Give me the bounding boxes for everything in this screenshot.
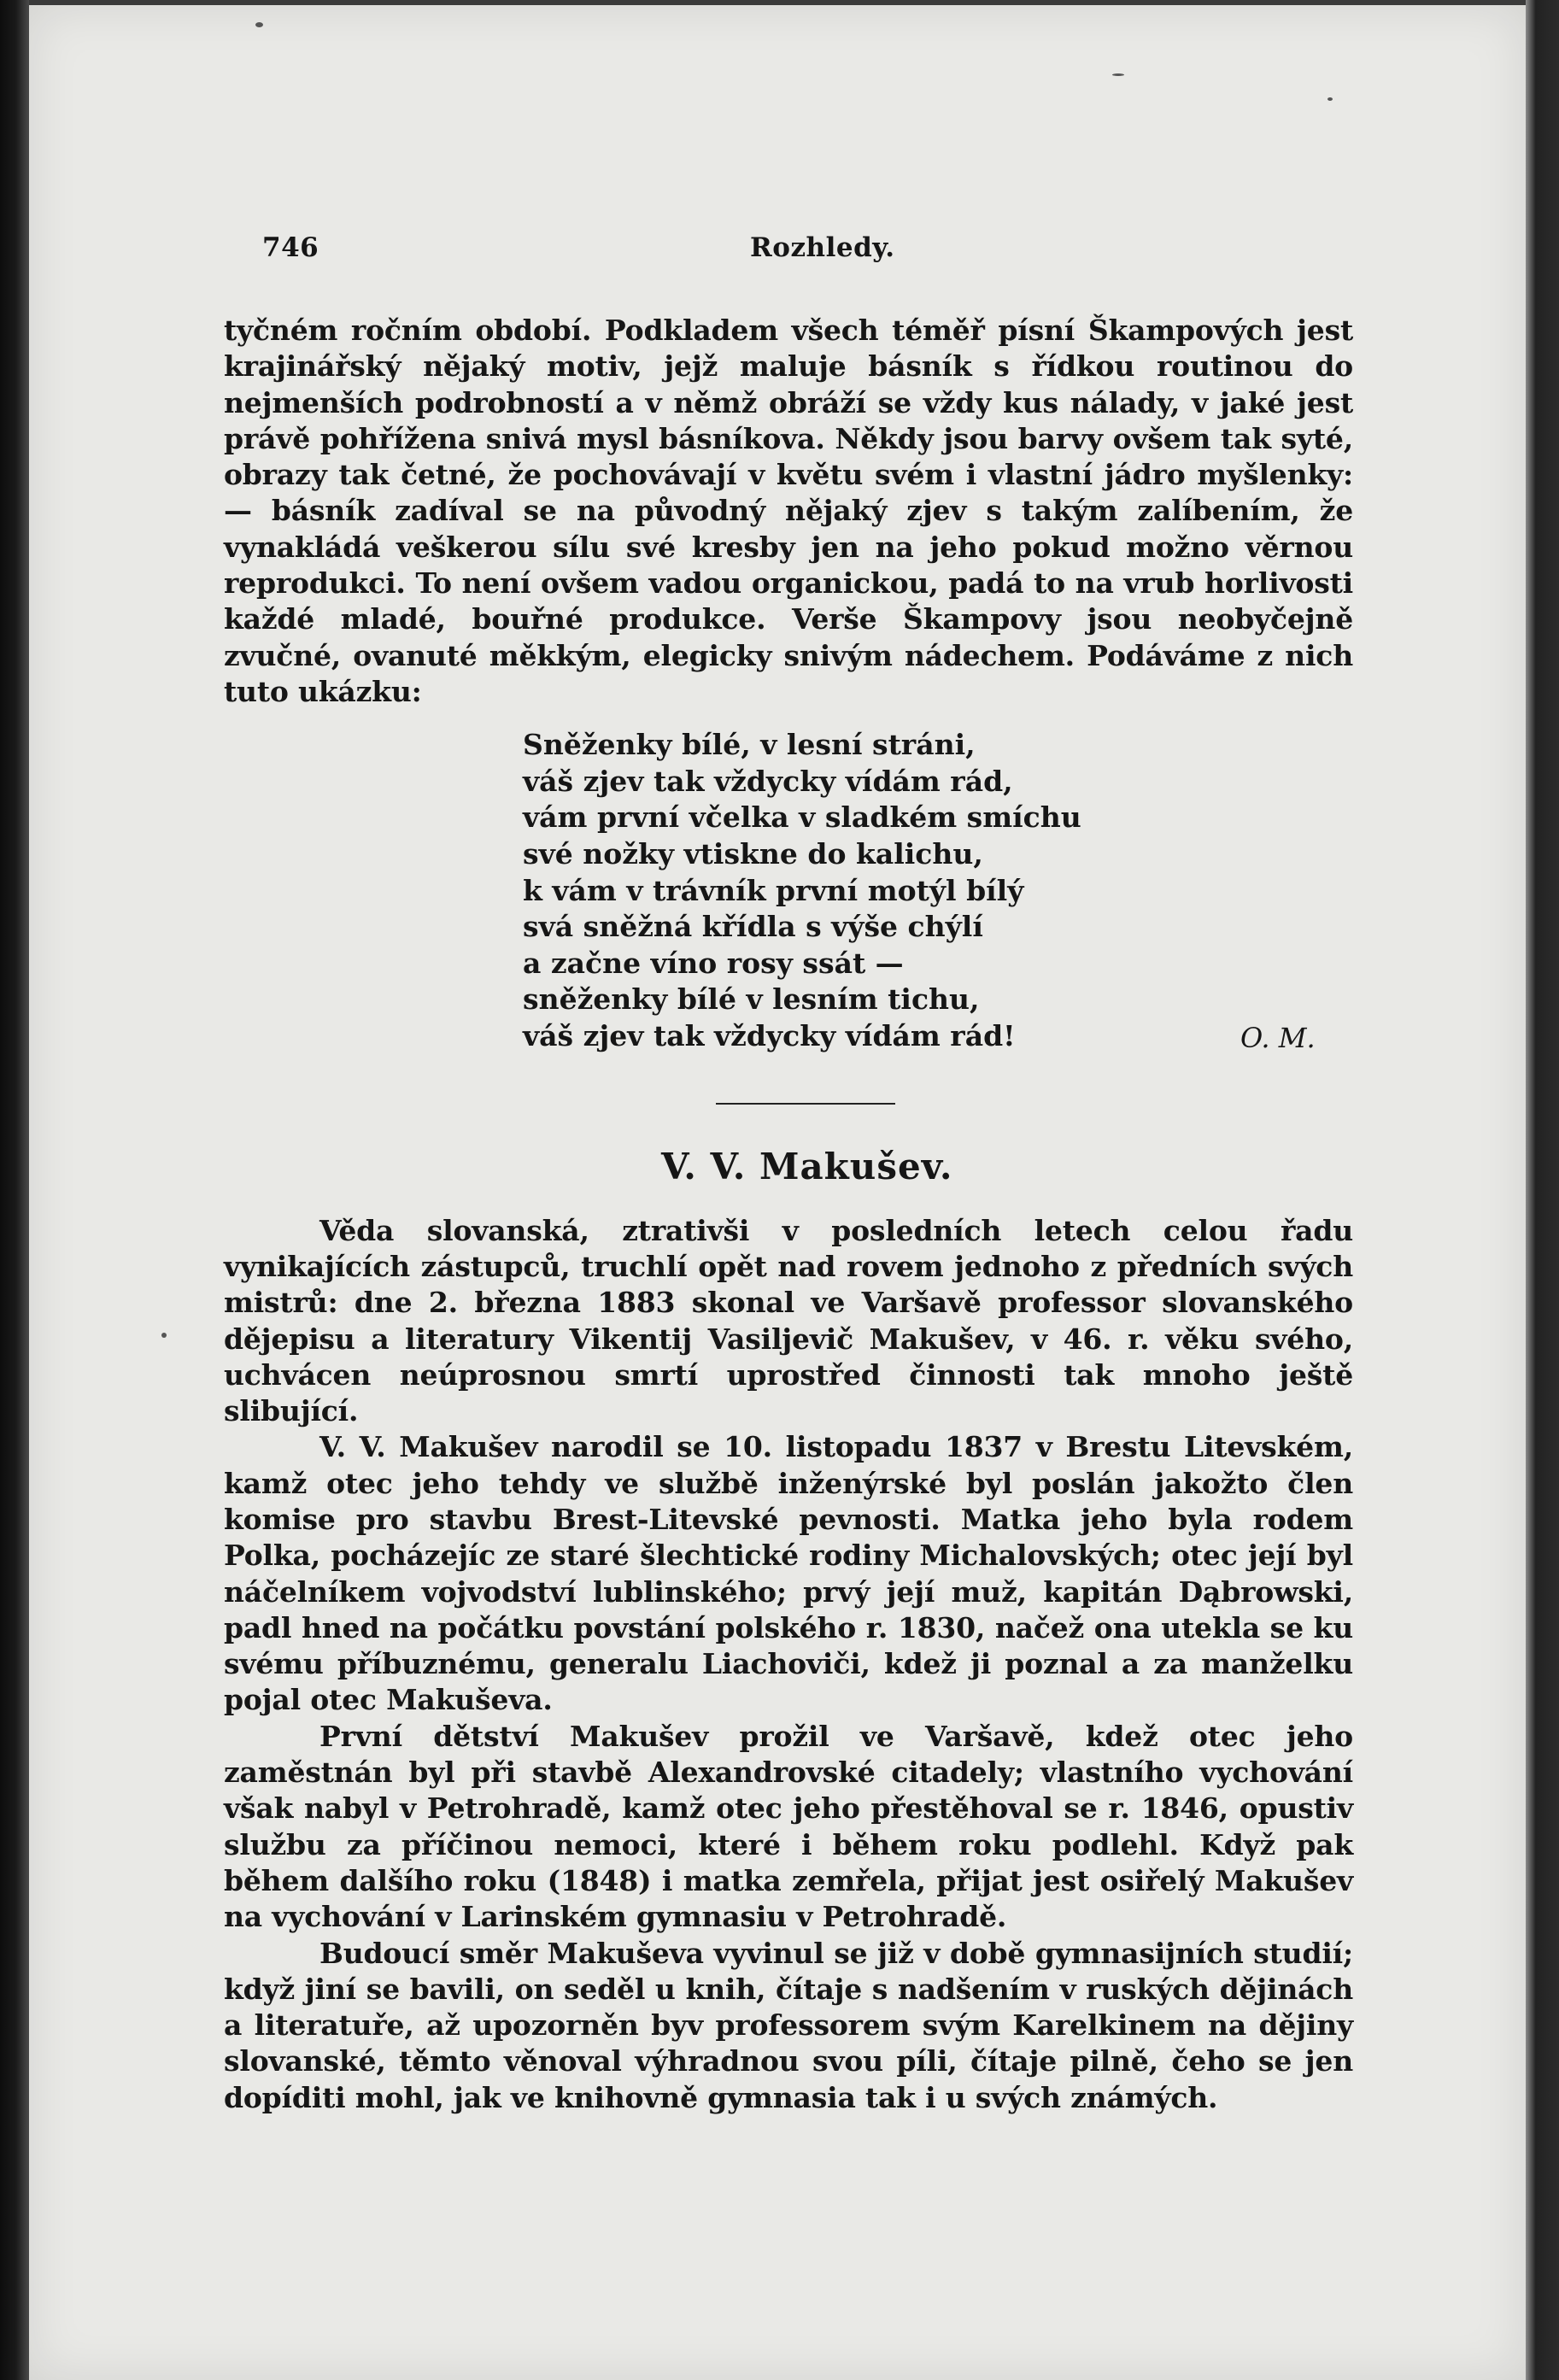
poem [523,727,1353,1054]
poem-line: váš zjev tak vždycky vídám rád! [523,1019,1016,1053]
poem-line: k vám v trávník první motýl bílý [523,873,1024,907]
book-binding-shadow [0,0,29,2380]
page-header-title: Rozhledy. [750,232,895,263]
scan-speck [161,1333,167,1338]
running-head [224,224,1353,275]
page-number: 746 [262,232,319,263]
poem-line: a začne víno rosy ssát — [523,946,904,980]
poem-line: své nožky vtiskne do kalichu, [523,837,983,871]
poem-line: váš zjev tak vždycky vídám rád, [523,764,1013,798]
section-paragraph: Věda slovanská, ztrativši v posledních letech celou řadu vynikajících zástupců, truchlí opět nad rovem jednoho z předních svých mistrů: dne 2. března 1883 skonal ve Varšavě professor slovanského dějepisu a literatury Vikentij Vasiljevič Makušev, v 46. r. věku svého, uchvácen neúprosnou smrtí uprostřed činnosti tak mnoho ještě slibující. [224,1213,1353,1428]
page-edge-shadow [1526,0,1559,2380]
scan-speck [1327,97,1333,101]
section-body [224,1213,1353,2116]
scan-speck [1112,73,1124,76]
section-paragraph: V. V. Makušev narodil se 10. listopadu 1837 v Brestu Litevském, kamž otec jeho tehdy ve službě inženýrské byl poslán jakožto člen komise pro stavbu Brest-Litevské pevnosti. Matka jeho byla rodem Polka, pocházejíc ze staré šlechtické rodiny Michalovských; otec její byl náčelníkem vojvodství lublinského; prvý její muž, kapitán Dąbrowski, padl hned na počátku povstání polského r. 1830, načež ona utekla se ku svému příbuznému, generalu Liachoviči, kdež ji poznal a za manželku pojal otec Makuševa. [224,1430,1353,1717]
poem-line: sněženky bílé v lesním tichu, [523,982,980,1017]
poem-line: svá sněžná křídla s výše chýlí [523,910,983,944]
section-paragraph: Budoucí směr Makuševa vyvinul se již v době gymnasijních studií; když jiní se bavili, on seděl u knih, čítaje s nadšením v ruských dějinách a literatuře, až upozorněn byv professorem svým Karelkinem na dějiny slovanské, těmto věnoval výhradnou svou píli, čítaje pilně, čeho se jen dopíditi mohl, jak ve knihovně gymnasia tak i u svých známých. [224,1936,1353,2114]
scan-speck [255,22,263,27]
intro-paragraph: tyčném ročním období. Podkladem všech téměř písní Škampových jest krajinářský nějaký motiv, jejž maluje básník s řídkou routinou do nejmenších podrobností a v němž obráží se vždy kus nálady, v jaké jest právě pohřížena snivá mysl básníkova. Někdy jsou barvy ovšem tak syté, obrazy tak četné, že pochovávají v květu svém i vlastní jádro myšlenky: — básník zadíval se na původný nějaký zjev s takým zalíbením, že vynakládá veškerou sílu své kresby jen na jeho pokud možno věrnou reprodukci. To není ovšem vadou organickou, padá to na vrub horlivosti každé mladé, bouřné produkce. Verše Škampovy jsou neobyčejně zvučné, ovanuté měkkým, elegicky snivým nádechem. Podáváme z nich tuto ukázku: [224,314,1353,708]
poem-line: vám první včelka v sladkém smíchu [523,800,1081,835]
poem-signature: O. M. [1240,1022,1316,1055]
section-paragraph: První dětství Makušev prožil ve Varšavě, kdež otec jeho zaměstnán byl při stavbě Alexandrovské citadely; vlastního vychování však nabyl v Petrohradě, kamž otec jeho přestěhoval se r. 1846, opustiv službu za příčinou nemoci, které i během roku podlehl. Když pak během dalšího roku (1848) i matka zemřela, přijat jest osiřelý Makušev na vychování v Larinském gymnasiu v Petrohradě. [224,1719,1353,1934]
section-title: V. V. Makušev. [661,1145,953,1187]
poem-line: Sněženky bílé, v lesní stráni, [523,728,976,762]
section-divider [716,1103,895,1105]
page-content [224,224,1353,2116]
